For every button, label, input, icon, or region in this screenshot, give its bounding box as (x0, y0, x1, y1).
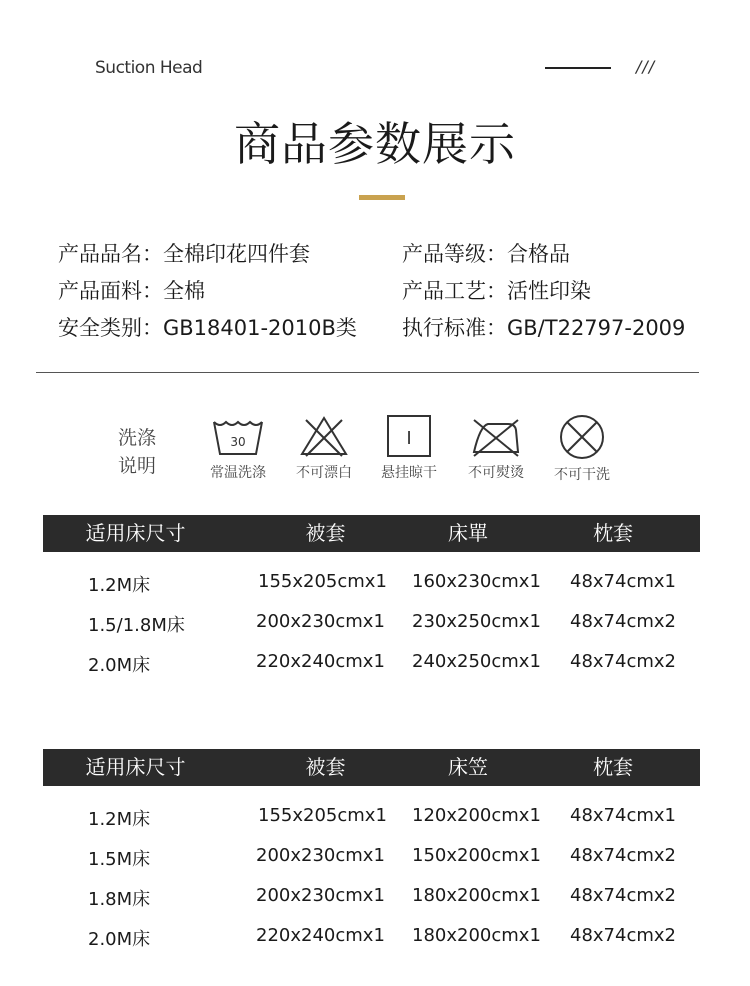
spec-key: 安全类别： (58, 316, 163, 340)
table-header-pillowcase: 枕套 (593, 755, 633, 779)
spec-key: 产品品名： (58, 242, 163, 266)
table-cell: 1.5/1.8M床 (88, 615, 185, 636)
spec-value: 全棉 (163, 279, 205, 303)
table-row (0, 885, 750, 909)
table-cell: 160x230cmx1 (412, 571, 541, 592)
table-row (0, 805, 750, 829)
wash-item-no-iron (456, 414, 536, 482)
page-title: 商品参数展示 (234, 117, 516, 171)
wash-item-no-dry-clean (542, 414, 622, 484)
table-header-pillowcase: 枕套 (593, 521, 633, 545)
no-bleach-icon (298, 414, 350, 458)
table-cell: 48x74cmx2 (570, 845, 676, 866)
table-cell: 1.5M床 (88, 849, 151, 870)
table-cell: 48x74cmx2 (570, 611, 676, 632)
wash-caption: 常温洗涤 (210, 465, 266, 481)
table-row (0, 845, 750, 869)
spec-value: GB18401-2010B类 (163, 316, 357, 340)
section-divider (36, 372, 699, 373)
spec-value: 活性印染 (507, 279, 591, 303)
table-row (0, 611, 750, 635)
table-cell: 1.2M床 (88, 575, 151, 596)
table-cell: 155x205cmx1 (258, 571, 387, 592)
wash-item-normal (198, 414, 278, 482)
table-cell: 180x200cmx1 (412, 925, 541, 946)
hang-dry-icon (385, 414, 433, 458)
table-cell: 1.2M床 (88, 809, 151, 830)
header-en-title: Suction Head (95, 58, 203, 78)
table-cell: 1.8M床 (88, 889, 151, 910)
table-cell: 230x250cmx1 (412, 611, 541, 632)
table-cell: 150x200cmx1 (412, 845, 541, 866)
table-row (0, 925, 750, 949)
svg-text:I: I (406, 428, 412, 449)
table1-header (43, 515, 700, 552)
wash-caption: 不可熨烫 (468, 465, 524, 481)
table-header-bed-size: 适用床尺寸 (85, 521, 186, 545)
no-dry-clean-icon (557, 414, 607, 460)
table-cell: 48x74cmx2 (570, 925, 676, 946)
table-cell: 220x240cmx1 (256, 925, 385, 946)
wash-item-no-bleach (284, 414, 364, 482)
spec-key: 产品面料： (58, 279, 163, 303)
spec-fabric (58, 275, 205, 305)
table-cell: 2.0M床 (88, 655, 151, 676)
table-cell: 200x230cmx1 (256, 885, 385, 906)
wash-item-hang-dry (369, 414, 449, 482)
table-header-sheet: 床單 (448, 521, 488, 545)
wash-instructions-label: 洗涤 说明 (118, 427, 157, 477)
table-cell: 48x74cmx2 (570, 651, 676, 672)
table-header-fitted-sheet: 床笠 (448, 755, 488, 779)
wash-tub-30-icon (210, 414, 266, 458)
spec-key: 产品工艺： (402, 279, 507, 303)
spec-grade (402, 238, 570, 268)
spec-standard (402, 312, 685, 342)
spec-product-name (58, 238, 310, 268)
table-cell: 155x205cmx1 (258, 805, 387, 826)
spec-craft (402, 275, 591, 305)
title-accent-bar (359, 195, 405, 200)
header-slashes: /// (636, 57, 656, 76)
table-cell: 48x74cmx2 (570, 885, 676, 906)
table-row (0, 571, 750, 595)
table-header-duvet: 被套 (305, 521, 346, 545)
table-cell: 180x200cmx1 (412, 885, 541, 906)
spec-key: 产品等级： (402, 242, 507, 266)
header-line (545, 67, 611, 69)
wash-caption: 悬挂晾干 (381, 465, 437, 481)
spec-value: GB/T22797-2009 (507, 316, 686, 340)
spec-key: 执行标准： (402, 316, 507, 340)
table-row (0, 651, 750, 675)
spec-safety-class (58, 312, 357, 342)
table-cell: 2.0M床 (88, 929, 151, 950)
table-cell: 240x250cmx1 (412, 651, 541, 672)
wash-caption: 不可漂白 (296, 465, 352, 481)
table-cell: 220x240cmx1 (256, 651, 385, 672)
table-cell: 120x200cmx1 (412, 805, 541, 826)
table2-header (43, 749, 700, 786)
spec-value: 合格品 (507, 242, 570, 266)
table-cell: 200x230cmx1 (256, 845, 385, 866)
spec-value: 全棉印花四件套 (163, 242, 310, 266)
table-cell: 200x230cmx1 (256, 611, 385, 632)
table-cell: 48x74cmx1 (570, 571, 676, 592)
wash-caption: 不可干洗 (554, 467, 610, 483)
table-header-duvet: 被套 (305, 755, 346, 779)
svg-text:30: 30 (230, 435, 246, 449)
table-cell: 48x74cmx1 (570, 805, 676, 826)
table-header-bed-size: 适用床尺寸 (85, 755, 186, 779)
no-iron-icon (468, 414, 524, 458)
